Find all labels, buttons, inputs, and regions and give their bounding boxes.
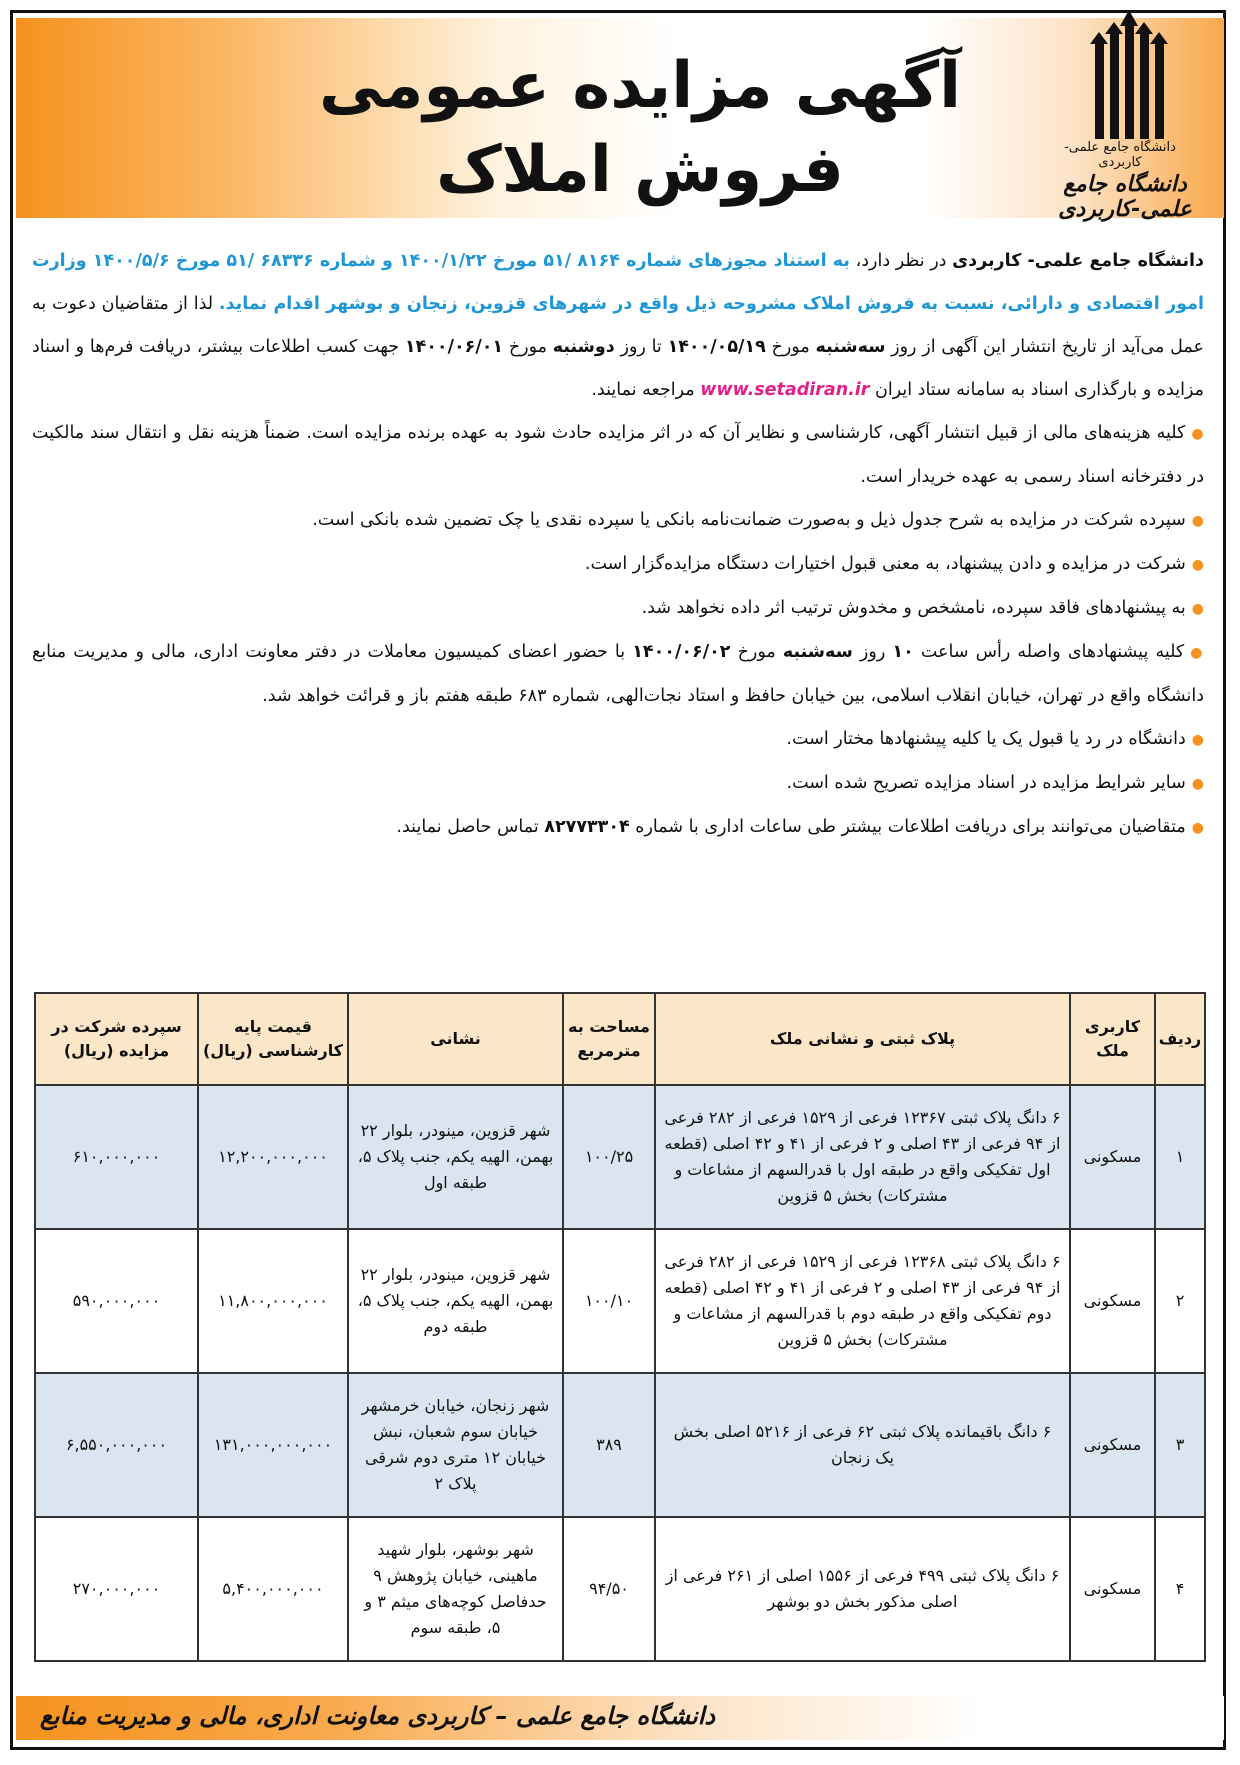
bullet-6-text: دانشگاه در رد یا قبول یک یا کلیه پیشنهادها مختار است. [786,729,1186,749]
bullet-5-text-e: مورخ [730,642,783,662]
bullet-6 [32,718,1204,762]
cell-area: ۱۰۰/۱۰ [563,1229,655,1373]
intro-permits: به استناد مجوزهای شماره ۸۱۶۴ /۵۱ مورخ ۱۴۰۰/۱/۲۲ و شماره ۶۸۳۳۶ /۵۱ مورخ ۱۴۰۰/۵/۶ وزارت امور اقتصادی و دارائی، نسبت به فروش املاک مشروحه ذیل واقع در شهرهای قزوین، زنجان و بوشهر اقدام نماید. [32,251,1204,314]
cell-plaque: ۶ دانگ پلاک ثبتی ۱۲۳۶۷ فرعی از ۱۵۲۹ فرعی از ۲۸۲ فرعی از ۹۴ فرعی از ۴۳ اصلی و ۲ فرعی از ۴۱ و ۴۲ اصلی (قطعه اول تفکیکی واقع در طبقه اول با قدرالسهم از مشاعات و مشترکات) بخش ۵ قزوین [655,1085,1070,1229]
bullet-dot-icon: ● [1191,513,1204,529]
table-row [35,1373,1205,1517]
cell-plaque: ۶ دانگ پلاک ثبتی ۴۹۹ فرعی از ۱۵۵۶ اصلی از ۲۶۱ فرعی از اصلی مذکور بخش دو بوشهر [655,1517,1070,1661]
bullet-3-text: شرکت در مزایده و دادن پیشنهاد، به معنی قبول اختیارات دستگاه مزایده‌گزار است. [584,554,1186,574]
cell-plaque: ۶ دانگ باقیمانده پلاک ثبتی ۶۲ فرعی از ۵۲۱۶ اصلی بخش یک زنجان [655,1373,1070,1517]
col-usage: کاربری ملک [1070,993,1155,1085]
logo-name: دانشگاه جامع علمی-کاربردی [1058,172,1192,222]
bullet-5-day: سه‌شنبه [782,642,853,662]
bullet-7-text: سایر شرایط مزایده در اسناد مزایده تصریح شده است. [786,773,1186,793]
bullet-dot-icon: ● [1191,601,1204,617]
intro-text-7: مراجعه نمایند. [591,380,701,400]
cell-address: شهر بوشهر، بلوار شهید ماهینی، خیابان پژوهش ۹ حدفاصل کوچه‌های میثم ۳ و ۵، طبقه سوم [348,1517,563,1661]
cell-usage: مسکونی [1070,1517,1155,1661]
cell-area: ۱۰۰/۲۵ [563,1085,655,1229]
bullet-8-text-c: تماس حاصل نمایند. [396,817,545,837]
cell-row: ۴ [1155,1517,1205,1661]
col-row: ردیف [1155,993,1205,1085]
cell-row: ۱ [1155,1085,1205,1229]
cell-base-price: ۱۱,۸۰۰,۰۰۰,۰۰۰ [198,1229,348,1373]
col-deposit: سپرده شرکت در مزایده (ریال) [35,993,198,1085]
cell-row: ۳ [1155,1373,1205,1517]
bullet-dot-icon: ● [1191,732,1204,748]
cell-plaque: ۶ دانگ پلاک ثبتی ۱۲۳۶۸ فرعی از ۱۵۲۹ فرعی از ۲۸۲ فرعی از ۹۴ فرعی از ۴۳ اصلی و ۲ فرعی از ۴۱ و ۴۲ اصلی (قطعه دوم تفکیکی واقع در طبقه دوم با قدرالسهم از مشاعات و مشترکات) بخش ۵ قزوین [655,1229,1070,1373]
bullet-dot-icon: ● [1191,426,1204,442]
logo-emblem-icon [1035,4,1210,144]
intro-date-end: ۱۴۰۰/۰۶/۰۱ [404,337,504,357]
table-row [35,1085,1205,1229]
bullet-dot-icon: ● [1191,820,1204,836]
logo-small-text: دانشگاه جامع علمی-کاربردی [1064,140,1176,170]
cell-deposit: ۶,۵۵۰,۰۰۰,۰۰۰ [35,1373,198,1517]
intro-text-5: مورخ [503,337,553,357]
col-base-price: قیمت پایه کارشناسی (ریال) [198,993,348,1085]
cell-usage: مسکونی [1070,1373,1155,1517]
title-line-1: آگهی مزایده عمومی [319,49,961,123]
bullet-5-text-c: روز [852,642,893,662]
cell-base-price: ۵,۴۰۰,۰۰۰,۰۰۰ [198,1517,348,1661]
bullet-dot-icon: ● [1191,557,1204,573]
bullet-5-text-a: کلیه پیشنهادهای واصله رأس ساعت [913,642,1185,662]
col-plaque: پلاک ثبتی و نشانی ملک [655,993,1070,1085]
cell-area: ۳۸۹ [563,1373,655,1517]
bullet-5-text-g: با حضور اعضای کمیسیون معاملات در دفتر معاونت اداری، مالی و مدیریت منابع دانشگاه واقع در تهران، خیابان انقلاب اسلامی، بین خیابان حافظ و استاد نجات‌الهی، شماره ۶۸۳ طبقه هفتم باز و قرائت خواهد شد. [32,642,1204,706]
bullet-5 [32,631,1204,718]
bullet-8 [32,806,1204,850]
intro-text-4: تا روز [614,337,668,357]
contact-phone: ۸۲۷۷۳۳۰۴ [544,817,630,837]
cell-base-price: ۱۲,۲۰۰,۰۰۰,۰۰۰ [198,1085,348,1229]
bullet-2-text: سپرده شرکت در مزایده به شرح جدول ذیل و به‌صورت ضمانت‌نامه بانکی یا سپرده نقدی یا چک تضمین شده بانکی است. [312,510,1186,530]
cell-address: شهر قزوین، مینودر، بلوار ۲۲ بهمن، الهیه یکم، جنب پلاک ۵، طبقه دوم [348,1229,563,1373]
cell-deposit: ۲۷۰,۰۰۰,۰۰۰ [35,1517,198,1661]
intro-text-1: در نظر دارد، [849,251,953,271]
cell-deposit: ۶۱۰,۰۰۰,۰۰۰ [35,1085,198,1229]
col-address: نشانی [348,993,563,1085]
intro-text-3: مورخ [765,337,816,357]
cell-deposit: ۵۹۰,۰۰۰,۰۰۰ [35,1229,198,1373]
intro-paragraph [32,240,1204,412]
cell-usage: مسکونی [1070,1085,1155,1229]
properties-table [34,992,1206,1662]
intro-text-2: لذا از متقاضیان دعوت به عمل می‌آید از تاریخ انتشار این آگهی از روز [32,294,1204,357]
col-area: مساحت به مترمربع [563,993,655,1085]
bullet-7 [32,762,1204,806]
bullet-1 [32,412,1204,499]
bullet-4-text: به پیشنهادهای فاقد سپرده، نامشخص و مخدوش ترتیب اثر داده نخواهد شد. [641,598,1186,618]
bullet-dot-icon: ● [1191,776,1204,792]
cell-address: شهر قزوین، مینودر، بلوار ۲۲ بهمن، الهیه یکم، جنب پلاک ۵، طبقه اول [348,1085,563,1229]
bullet-2 [32,499,1204,543]
title-line-2: فروش املاک [436,133,844,207]
bullet-8-text-a: متقاضیان می‌توانند برای دریافت اطلاعات بیشتر طی ساعات اداری با شماره [629,817,1186,837]
table-header-row [35,993,1205,1085]
cell-row: ۲ [1155,1229,1205,1373]
intro-university: دانشگاه جامع علمی- کاربردی [952,251,1205,271]
cell-area: ۹۴/۵۰ [563,1517,655,1661]
setad-link[interactable]: www.setadiran.ir [700,380,870,400]
cell-address: شهر زنجان، خیابان خرمشهر خیابان سوم شعبان، نبش خیابان ۱۲ متری دوم شرقی پلاک ۲ [348,1373,563,1517]
intro-date-start: ۱۴۰۰/۰۵/۱۹ [667,337,766,357]
bullet-3 [32,543,1204,587]
bullet-1-text: کلیه هزینه‌های مالی از قبیل انتشار آگهی، کارشناسی و نظایر آن که در اثر مزایده حادث شود به عهده برنده مزایده است. ضمناً هزینه نقل و انتقال سند مالکیت در دفترخانه اسناد رسمی به عهده خریدار است. [32,423,1204,487]
cell-base-price: ۱۳۱,۰۰۰,۰۰۰,۰۰۰ [198,1373,348,1517]
bullet-4 [32,587,1204,631]
bullet-dot-icon: ● [1190,645,1204,661]
bullet-5-date: ۱۴۰۰/۰۶/۰۲ [632,642,731,662]
intro-text-6: جهت کسب اطلاعات بیشتر، دریافت فرم‌ها و اسناد مزایده و بارگذاری اسناد به سامانه ستاد ایران [32,337,1204,400]
table-row [35,1517,1205,1661]
intro-day-end: دوشنبه [552,337,615,357]
notice-body [32,240,1204,850]
intro-day-start: سه‌شنبه [815,337,886,357]
footer-text: دانشگاه جامع علمی – کاربردی معاونت اداری، مالی و مدیریت منابع [40,1702,716,1730]
cell-usage: مسکونی [1070,1229,1155,1373]
bullet-5-hour: ۱۰ [892,642,914,662]
table-row [35,1229,1205,1373]
footer-banner [16,1696,1224,1740]
